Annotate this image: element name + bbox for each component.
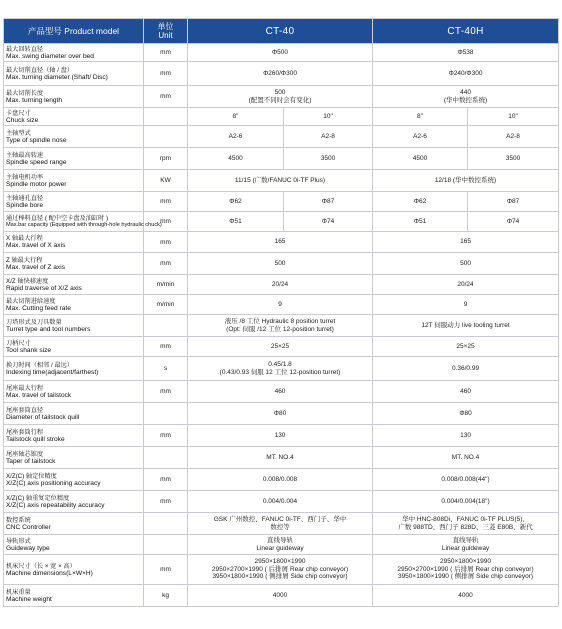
value-ct40h-line: 440 bbox=[460, 89, 471, 96]
value-ct40-line: 2950×1800×1990 bbox=[254, 558, 306, 566]
unit-cell: m/min bbox=[144, 295, 188, 315]
value-ct40h bbox=[373, 491, 559, 513]
param-label-zh: 机床尺寸（长 × 宽 × 高） bbox=[6, 562, 76, 570]
value-cell bbox=[284, 148, 373, 170]
value-ct40h-line: 2950×2700×1990 ( 后排屑 Rear chip conveyor) bbox=[397, 565, 534, 573]
param-label-zh: 主轴型式 bbox=[6, 129, 31, 137]
param-label-en: Rapid traverse of X/Z axis bbox=[6, 284, 82, 292]
param-label-zh: 最大切削长度 bbox=[6, 89, 44, 97]
value-line: Φ62 bbox=[229, 197, 242, 205]
header-model-ct40: CT-40 bbox=[188, 19, 373, 44]
value-line: 8" bbox=[232, 112, 239, 120]
value-line: Φ51 bbox=[229, 217, 242, 225]
spec-row bbox=[4, 126, 559, 148]
value-ct40h-line: 2950×1800×1990 bbox=[440, 558, 492, 566]
value-ct40 bbox=[188, 381, 373, 403]
param-label-en: Type of spindle nose bbox=[6, 136, 67, 144]
spec-row bbox=[4, 403, 559, 425]
value-ct40-line: 20/24 bbox=[271, 280, 289, 288]
unit-cell bbox=[144, 315, 188, 337]
value-ct40 bbox=[188, 62, 373, 86]
unit-cell: mm bbox=[144, 491, 188, 513]
param-label-en: Max. swing diameter over bed bbox=[6, 52, 94, 60]
value-line: Φ87 bbox=[506, 197, 520, 205]
unit-cell: mm bbox=[144, 425, 188, 447]
spec-row bbox=[4, 108, 559, 126]
param-cell bbox=[4, 108, 144, 126]
value-cell bbox=[468, 212, 559, 232]
param-cell bbox=[4, 253, 144, 275]
value-ct40h bbox=[373, 62, 559, 86]
value-ct40h-line: Φ538 bbox=[457, 48, 474, 56]
param-cell bbox=[4, 535, 144, 555]
param-label-en: Machine weight bbox=[6, 595, 52, 603]
param-label-en: Spindle motor power bbox=[6, 180, 67, 188]
spec-row bbox=[4, 232, 559, 253]
value-ct40h-line: 25×25 bbox=[456, 342, 475, 350]
value-cell bbox=[373, 192, 468, 212]
value-ct40 bbox=[188, 513, 373, 535]
unit-cell bbox=[144, 447, 188, 469]
unit-cell: mm bbox=[144, 44, 188, 62]
value-cell bbox=[373, 148, 468, 170]
value-ct40h-line: (华中数控系统) bbox=[443, 96, 488, 104]
value-ct40-line: 130 bbox=[274, 431, 286, 439]
unit-cell: mm bbox=[144, 86, 188, 108]
value-ct40h bbox=[373, 535, 559, 555]
param-label-en: Max. travel of tailstock bbox=[6, 391, 72, 399]
spec-row bbox=[4, 535, 559, 555]
value-ct40h-line: 460 bbox=[460, 387, 471, 395]
unit-cell bbox=[144, 513, 188, 535]
value-ct40-line: 0.004/0.004 bbox=[262, 497, 298, 505]
param-label-en: Max. turning diameter (Shaft/ Disc) bbox=[6, 73, 108, 81]
param-label-zh: 最大切削直径（轴 / 盘） bbox=[6, 66, 74, 74]
spec-row bbox=[4, 585, 559, 607]
value-cell bbox=[188, 148, 284, 170]
param-label-en: Tailstock quill stroke bbox=[6, 435, 65, 443]
value-line: A2-6 bbox=[413, 132, 427, 140]
value-ct40-line: 数控等 bbox=[270, 523, 290, 531]
value-ct40h-line: 0.36/0.99 bbox=[451, 364, 480, 372]
unit-cell: rpm bbox=[144, 148, 188, 170]
param-label-zh: 卡盘尺寸 bbox=[6, 109, 31, 117]
unit-cell bbox=[144, 403, 188, 425]
value-cell bbox=[188, 108, 284, 126]
param-label-en: Chuck size bbox=[6, 116, 39, 124]
param-label-en: Machine dimensions(L×W×H) bbox=[6, 569, 93, 577]
value-ct40-line: 460 bbox=[274, 387, 286, 395]
spec-row bbox=[4, 212, 559, 232]
unit-cell: mm bbox=[144, 232, 188, 253]
param-cell bbox=[4, 491, 144, 513]
value-ct40h bbox=[373, 275, 559, 295]
param-label-zh: 主轴最高转速 bbox=[6, 151, 44, 159]
param-label-zh: 数控系统 bbox=[6, 516, 31, 524]
value-cell bbox=[284, 192, 373, 212]
value-ct40h bbox=[373, 315, 559, 337]
value-ct40-line: 500 bbox=[274, 259, 286, 267]
param-label-zh: 机床重量 bbox=[6, 588, 31, 596]
value-line: 8" bbox=[417, 112, 423, 120]
param-cell bbox=[4, 357, 144, 381]
value-ct40h bbox=[373, 555, 559, 585]
value-ct40h bbox=[373, 403, 559, 425]
param-label-zh: X/Z 轴快移速度 bbox=[6, 277, 49, 285]
param-label-en: X/Z(C) axis positioning accuracy bbox=[6, 479, 101, 487]
value-ct40-line: 165 bbox=[274, 238, 286, 246]
param-cell bbox=[4, 148, 144, 170]
param-label-en: Max. Cutting feed rate bbox=[6, 304, 71, 312]
unit-cell: kg bbox=[144, 585, 188, 607]
param-cell bbox=[4, 447, 144, 469]
unit-cell: KW bbox=[144, 170, 188, 192]
value-ct40h bbox=[373, 170, 559, 192]
spec-row bbox=[4, 62, 559, 86]
value-ct40-line: Linear guideway bbox=[256, 544, 304, 552]
param-label-en: Tool shank size bbox=[6, 346, 52, 354]
value-cell bbox=[188, 212, 284, 232]
spec-body bbox=[4, 44, 559, 607]
spec-row bbox=[4, 192, 559, 212]
value-ct40h-line: 12T 伺服动力 live tooling turret bbox=[421, 321, 510, 329]
value-cell bbox=[468, 126, 559, 148]
value-ct40 bbox=[188, 86, 373, 108]
value-cell bbox=[468, 148, 559, 170]
value-ct40 bbox=[188, 555, 373, 585]
value-ct40-line: (Opt: 伺服 /12 工位 12-position turret) bbox=[226, 325, 334, 333]
param-label-zh: X 轴最大行程 bbox=[6, 235, 43, 242]
spec-row bbox=[4, 555, 559, 585]
unit-cell: mm bbox=[144, 253, 188, 275]
param-cell bbox=[4, 86, 144, 108]
value-ct40-line: 9 bbox=[278, 300, 282, 308]
spec-row bbox=[4, 86, 559, 108]
value-ct40 bbox=[188, 170, 373, 192]
spec-row bbox=[4, 447, 559, 469]
value-ct40-line: 0.45/1.8 bbox=[268, 361, 292, 368]
spec-row bbox=[4, 148, 559, 170]
value-cell bbox=[373, 126, 468, 148]
spec-row bbox=[4, 253, 559, 275]
spec-row bbox=[4, 425, 559, 447]
value-ct40h-line: 华中 HNC-808Di、FANUC 0i-TF PLUS(5)、 bbox=[402, 516, 529, 523]
param-label-en: Spindle speed range bbox=[6, 158, 67, 166]
value-ct40 bbox=[188, 253, 373, 275]
value-ct40h-line: 直线导轨 bbox=[452, 537, 479, 544]
spec-table bbox=[3, 18, 559, 607]
unit-cell: mm bbox=[144, 192, 188, 212]
param-cell bbox=[4, 126, 144, 148]
value-ct40 bbox=[188, 403, 373, 425]
header-unit-en: Unit bbox=[158, 31, 173, 40]
param-cell bbox=[4, 425, 144, 447]
value-line: 4500 bbox=[228, 154, 243, 162]
value-line: 3500 bbox=[505, 154, 521, 162]
unit-cell: mm bbox=[144, 381, 188, 403]
param-label-en: Spindle bore bbox=[6, 201, 44, 209]
value-ct40h-line: 20/24 bbox=[457, 280, 474, 288]
spec-row bbox=[4, 337, 559, 357]
value-ct40-line: Φ500 bbox=[271, 48, 289, 56]
param-label-en: X/Z(C) axis repeatability accuracy bbox=[6, 501, 105, 509]
value-ct40h bbox=[373, 86, 559, 108]
spec-row bbox=[4, 491, 559, 513]
param-label-en: Max. travel of X axis bbox=[6, 242, 66, 249]
value-ct40-line: 4000 bbox=[272, 591, 288, 599]
param-label-en: Max.bar capacity (Equipped with through-hole hydraulic chuck) bbox=[6, 221, 162, 228]
value-ct40h bbox=[373, 447, 559, 469]
value-ct40h-line: Linear guideway bbox=[441, 544, 490, 552]
value-ct40h-line: 广数 988TD、西门子 828D、三菱 E80B、新代 bbox=[398, 523, 533, 531]
param-label-zh: 导轨形式 bbox=[6, 537, 31, 545]
param-label-zh: 尾座轴芯锥度 bbox=[6, 450, 44, 458]
unit-cell: mm bbox=[144, 337, 188, 357]
value-ct40 bbox=[188, 585, 373, 607]
unit-cell: m/min bbox=[144, 275, 188, 295]
param-cell bbox=[4, 381, 144, 403]
unit-cell bbox=[144, 126, 188, 148]
spec-row bbox=[4, 513, 559, 535]
value-ct40 bbox=[188, 44, 373, 62]
header-unit bbox=[144, 19, 188, 44]
param-label-en: Indexing time(adjacent/farthest) bbox=[6, 368, 99, 376]
value-ct40h-line: 500 bbox=[460, 259, 471, 267]
param-label-zh: X/Z(C) 轴重复定位精度 bbox=[6, 494, 70, 502]
spec-row bbox=[4, 44, 559, 62]
value-ct40h-line: 130 bbox=[460, 431, 471, 439]
value-ct40h-line: 12/18 (华中数控系统) bbox=[434, 176, 497, 184]
value-ct40h bbox=[373, 295, 559, 315]
param-cell bbox=[4, 337, 144, 357]
param-label-en: Guideway type bbox=[6, 544, 50, 552]
value-ct40 bbox=[188, 425, 373, 447]
unit-cell bbox=[144, 108, 188, 126]
param-label-zh: 换刀时间（相邻 / 最远） bbox=[6, 361, 74, 369]
value-line: A2-8 bbox=[506, 132, 520, 140]
value-ct40-line: MT. NO.4 bbox=[266, 453, 294, 461]
value-ct40h bbox=[373, 469, 559, 491]
value-ct40h-line: MT. NO.4 bbox=[451, 453, 480, 461]
value-cell bbox=[188, 192, 284, 212]
param-label-zh: 主轴通孔直径 bbox=[6, 194, 44, 202]
param-label-zh: 尾座套筒直径 bbox=[6, 406, 44, 414]
value-ct40h bbox=[373, 585, 559, 607]
value-ct40 bbox=[188, 295, 373, 315]
value-ct40 bbox=[188, 535, 373, 555]
param-cell bbox=[4, 192, 144, 212]
value-ct40 bbox=[188, 232, 373, 253]
value-ct40 bbox=[188, 357, 373, 381]
param-cell bbox=[4, 170, 144, 192]
param-label-zh: 尾座套筒行程 bbox=[6, 428, 44, 436]
header-product-model: 产品型号 Product model bbox=[4, 19, 144, 44]
param-cell bbox=[4, 315, 144, 337]
spec-row bbox=[4, 315, 559, 337]
value-ct40-line: 2950×2700×1990 ( 后排屑 Rear chip conveyor) bbox=[211, 565, 349, 573]
spec-row bbox=[4, 469, 559, 491]
spec-row bbox=[4, 381, 559, 403]
param-cell bbox=[4, 585, 144, 607]
value-ct40 bbox=[188, 447, 373, 469]
value-ct40-line: 11/15 (广数/FANUC 0i-TF Plus) bbox=[234, 176, 326, 184]
param-cell bbox=[4, 469, 144, 491]
spec-row bbox=[4, 275, 559, 295]
value-cell bbox=[373, 108, 468, 126]
param-cell bbox=[4, 232, 144, 253]
value-ct40-line: 直线导轨 bbox=[267, 537, 293, 544]
value-ct40 bbox=[188, 315, 373, 337]
unit-cell: mm bbox=[144, 555, 188, 585]
param-cell bbox=[4, 275, 144, 295]
value-ct40h-line: 165 bbox=[460, 238, 471, 246]
header-row bbox=[4, 19, 559, 44]
spec-row bbox=[4, 170, 559, 192]
param-label-en: Max. travel of Z axis bbox=[6, 263, 65, 271]
param-cell bbox=[4, 403, 144, 425]
value-ct40h bbox=[373, 513, 559, 535]
param-cell bbox=[4, 62, 144, 86]
value-ct40-line: 3950×1800×1990 ( 侧排屑 Side chip conveyor) bbox=[212, 573, 348, 581]
value-ct40-line: (配置不同时会有变化) bbox=[248, 96, 312, 104]
spec-row bbox=[4, 357, 559, 381]
param-label-zh: 通过棒料直径 ( 配中空卡盘及油缸时 ) bbox=[6, 214, 109, 222]
value-ct40h-line: Φ240/Φ300 bbox=[448, 69, 483, 77]
value-ct40h bbox=[373, 44, 559, 62]
param-label-en: Taper of tailstock bbox=[6, 457, 56, 465]
value-line: 10" bbox=[508, 112, 518, 120]
value-ct40-line: GSK 广州数控、FANUC 0i-TF、西门子、华中 bbox=[213, 516, 347, 523]
param-label-en: Diameter of tailstock quill bbox=[6, 413, 80, 421]
value-ct40 bbox=[188, 491, 373, 513]
value-ct40-line: Φ80 bbox=[273, 409, 287, 417]
param-cell bbox=[4, 44, 144, 62]
value-line: Φ62 bbox=[413, 197, 427, 205]
param-label-zh: X/Z(C) 轴定位精度 bbox=[6, 472, 57, 480]
value-ct40h-line: 4000 bbox=[458, 591, 473, 599]
value-ct40h bbox=[373, 337, 559, 357]
value-line: 4500 bbox=[412, 154, 428, 162]
unit-cell bbox=[144, 535, 188, 555]
unit-cell: mm bbox=[144, 62, 188, 86]
param-label-zh: 主轴电机功率 bbox=[6, 173, 44, 181]
value-cell bbox=[468, 108, 559, 126]
value-line: 3500 bbox=[320, 154, 336, 162]
value-cell bbox=[373, 212, 468, 232]
param-label-zh: 尾座最大行程 bbox=[6, 384, 44, 392]
spec-row bbox=[4, 295, 559, 315]
value-ct40-line: 液压 /8 工位 Hydraulic 8 position turret bbox=[224, 318, 336, 325]
unit-cell: mm bbox=[144, 469, 188, 491]
value-ct40-line: (0.43/0.93 伺服 12 工位 12-position turret) bbox=[219, 368, 341, 376]
param-label-en: Turret type and tool numbers bbox=[6, 325, 91, 333]
value-line: A2-8 bbox=[321, 132, 335, 140]
value-ct40h-line: 3950×1800×1990 ( 侧排屑 Side chip conveyor) bbox=[397, 573, 534, 581]
param-cell bbox=[4, 555, 144, 585]
value-ct40h-line: 0.008/0.008(44") bbox=[441, 475, 490, 483]
value-cell bbox=[284, 212, 373, 232]
param-label-zh: 刀柄尺寸 bbox=[6, 339, 31, 347]
param-cell bbox=[4, 513, 144, 535]
value-ct40h-line: 0.004/0.004(18") bbox=[441, 497, 490, 505]
value-line: Φ51 bbox=[413, 217, 427, 225]
value-line: Φ74 bbox=[506, 217, 520, 225]
value-line: Φ87 bbox=[321, 197, 335, 205]
param-label-zh: Z 轴最大行程 bbox=[6, 256, 43, 264]
value-ct40h-line: Φ80 bbox=[459, 409, 472, 417]
value-cell bbox=[284, 126, 373, 148]
param-label-zh: 最大切削进给速度 bbox=[6, 297, 56, 305]
value-ct40h-line: 9 bbox=[463, 300, 468, 308]
value-ct40-line: 0.008/0.008 bbox=[262, 475, 298, 483]
value-ct40 bbox=[188, 275, 373, 295]
value-ct40 bbox=[188, 337, 373, 357]
param-label-zh: 最大回转直径 bbox=[6, 45, 44, 53]
param-label-en: CNC Controller bbox=[6, 523, 51, 531]
value-ct40h bbox=[373, 253, 559, 275]
unit-cell: s bbox=[144, 357, 188, 381]
value-ct40-line: 25×25 bbox=[270, 342, 290, 350]
value-line: 10" bbox=[323, 112, 333, 120]
value-ct40-line: Φ260/Φ300 bbox=[263, 69, 297, 77]
value-cell bbox=[284, 108, 373, 126]
value-ct40 bbox=[188, 469, 373, 491]
value-ct40h bbox=[373, 425, 559, 447]
value-ct40h bbox=[373, 232, 559, 253]
value-ct40-line: 500 bbox=[274, 89, 286, 96]
value-line: Φ74 bbox=[321, 217, 335, 225]
value-ct40h bbox=[373, 381, 559, 403]
header-unit-zh: 单位 bbox=[157, 22, 174, 31]
param-cell bbox=[4, 212, 162, 232]
param-label-zh: 刀塔形式及刀具数量 bbox=[6, 318, 62, 326]
value-ct40h bbox=[373, 357, 559, 381]
value-cell bbox=[468, 192, 559, 212]
unit-cell: mm bbox=[144, 212, 188, 232]
value-cell bbox=[188, 126, 284, 148]
value-line: A2-6 bbox=[228, 132, 243, 140]
param-cell bbox=[4, 295, 144, 315]
param-label-en: Max. turning length bbox=[6, 96, 63, 104]
header-model-ct40h: CT-40H bbox=[373, 19, 559, 44]
